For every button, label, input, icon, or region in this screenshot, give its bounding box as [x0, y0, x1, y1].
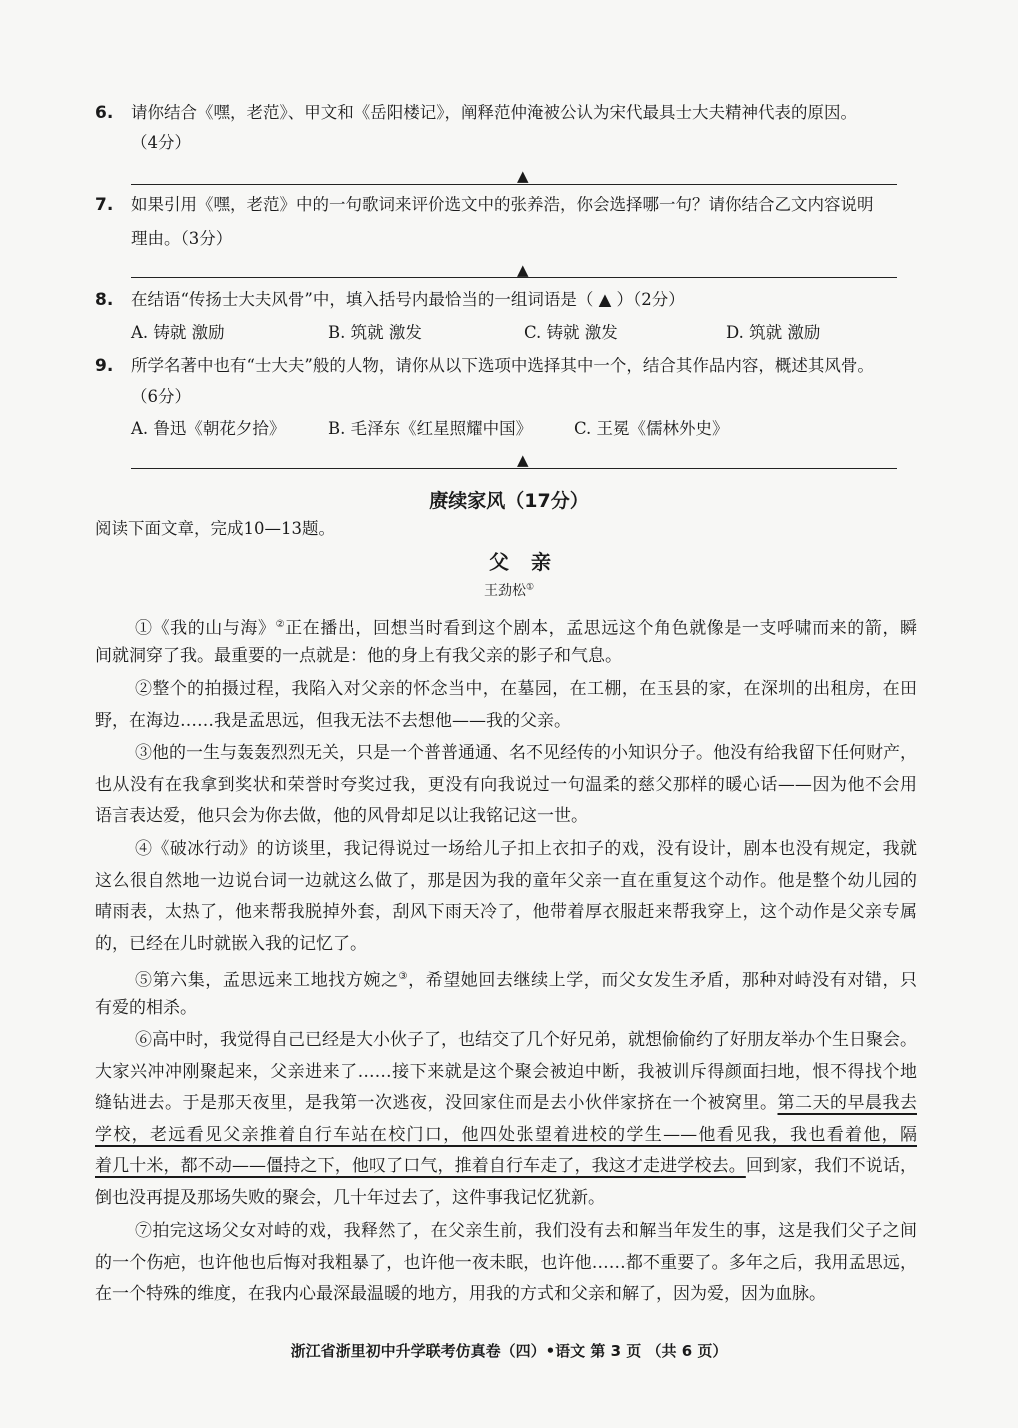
section-instruction: 阅读下面文章，完成10—13题。 — [95, 519, 335, 538]
text-line: 有爱的相杀。 — [95, 997, 197, 1018]
text-line: 野，在海边……我是孟思远，但我无法不去想他——我的父亲。 — [95, 710, 571, 731]
question-8 — [95, 285, 685, 315]
question-6-score: （4分） — [131, 133, 191, 152]
article-author — [0, 580, 1018, 600]
author-note-mark: ① — [525, 582, 535, 593]
text-line: 间就洞穿了我。最重要的一点就是：他的身上有我父亲的影子和气息。 — [95, 645, 622, 666]
underlined-text: 学校，老远看见父亲推着自行车站在校门口，他四处张望着进校的学生——他看见我，我也看着他，隔 — [95, 1124, 917, 1145]
underlined-text: 第二天的早晨我去 — [777, 1093, 917, 1114]
option-b: B. 毛泽东《红星照耀中国》 — [328, 419, 533, 438]
text-line: 的，已经在儿时就嵌入我的记忆了。 — [95, 933, 367, 954]
text-line: ⑦拍完这场父女对峙的戏，我释然了，在父亲生前，我们没有去和解当年发生的事，这是我们父子之间 — [135, 1221, 917, 1241]
article-title: 父亲 — [489, 550, 573, 574]
text-line: 晴雨表，太热了，他来帮我脱掉外套，刮风下雨天冷了，他带着厚衣服赶来帮我穿上，这个动作是父亲专属 — [95, 902, 917, 923]
footnote-mark: ③ — [398, 971, 409, 982]
paragraph-3 — [95, 738, 917, 833]
answer-mark-icon: ▲ — [517, 261, 529, 279]
answer-mark-icon: ▲ — [517, 167, 529, 185]
question-text: 请你结合《嘿，老范》、甲文和《岳阳楼记》，阐释范仲淹被公认为宋代最具士大夫精神代表的原因。 — [131, 103, 857, 122]
answer-mark-icon: ▲ — [517, 451, 529, 469]
question-7-cont: 理由。（3分） — [131, 229, 233, 248]
paragraph-7 — [95, 1216, 917, 1311]
text-line: ③他的一生与轰轰烈烈无关，只是一个普普通通、名不见经传的小知识分子。他没有给我留下任何财产， — [135, 743, 917, 763]
text-line: 这么很自然地一边说台词一边就这么做了，那是因为我的童年父亲一直在重复这个动作。他是整个幼儿园的 — [95, 870, 917, 891]
text-line: 在一个特殊的维度，在我内心最深最温暖的地方，用我的方式和父亲和解了，因为爱，因为血脉。 — [95, 1284, 826, 1305]
text-line: ①《我的山与海》②正在播出，回想当时看到这个剧本，孟思远这个角色就像是一支呼啸而来的箭，瞬 — [135, 618, 918, 639]
question-number: 8. — [95, 290, 114, 310]
question-6 — [95, 98, 857, 128]
paragraph-6 — [95, 1025, 917, 1215]
text-line: ⑤第六集，孟思远来工地找方婉之③，希望她回去继续上学，而父女发生矛盾，那种对峙没有对错，只 — [135, 970, 918, 991]
text-line: 缝钻进去。于是那天夜里，是我第一次逃夜，没回家住而是去小伙伴家挤在一个被窝里。第二天的早晨我去 — [95, 1093, 917, 1114]
section-title: 赓续家风（17分） — [429, 490, 589, 512]
answer-line — [131, 468, 897, 469]
question-number: 9. — [95, 356, 114, 376]
page-footer: 浙江省浙里初中升学联考仿真卷（四）•语文 第 3 页 （共 6 页） — [290, 1342, 728, 1360]
option-a: A. 铸就 激励 — [131, 323, 225, 342]
text-line: ②整个的拍摄过程，我陷入对父亲的怀念当中，在墓园，在工棚，在玉县的家，在深圳的出租房，在田 — [135, 679, 917, 699]
text-line: 也从没有在我拿到奖状和荣誉时夸奖过我，更没有向我说过一句温柔的慈父那样的暖心话——因为他不会用 — [95, 774, 917, 795]
question-text: 在结语“传扬士大夫风骨”中，填入括号内最恰当的一组词语是（ ▲ ）（2分） — [131, 290, 685, 309]
question-number: 7. — [95, 195, 114, 215]
text-line: 的一个伤疤，也许他也后悔对我粗暴了，也许他一夜未眠，也许他……都不重要了。多年之后，我用孟思远， — [95, 1252, 917, 1273]
answer-line — [131, 184, 897, 185]
footnote-mark: ② — [275, 619, 286, 630]
author-name: 王劲松 — [483, 583, 526, 599]
option-d: D. 筑就 激励 — [726, 323, 821, 342]
question-text: 如果引用《嘿，老范》中的一句歌词来评价选文中的张养浩，你会选择哪一句？请你结合乙文内容说明 — [131, 195, 874, 214]
option-a: A. 鲁迅《朝花夕拾》 — [131, 419, 286, 438]
text-line: ④《破冰行动》的访谈里，我记得说过一场给儿子扣上衣扣子的戏，没有设计，剧本也没有规定，我就 — [135, 839, 917, 859]
option-c: C. 王冕《儒林外史》 — [574, 419, 729, 438]
text-line — [95, 1120, 917, 1152]
text-line: 着几十米，都不动——僵持之下，他叹了口气，推着自行车走了，我这才走进学校去。回到家，我们不说话， — [95, 1156, 918, 1177]
paragraph-2 — [95, 674, 917, 737]
question-number: 6. — [95, 103, 114, 123]
paragraph-1 — [95, 609, 917, 672]
option-b: B. 筑就 激发 — [328, 323, 422, 342]
question-9 — [95, 351, 874, 381]
text-line: 大家兴冲冲刚聚起来，父亲进来了……接下来就是这个聚会被迫中断，我被训斥得颜面扫地，恨不得找个地 — [95, 1061, 917, 1082]
paragraph-5 — [95, 961, 917, 1024]
option-c: C. 铸就 激发 — [524, 323, 618, 342]
question-7 — [95, 190, 874, 220]
underlined-text: 着几十米，都不动——僵持之下，他叹了口气，推着自行车走了，我这才走进学校去。 — [95, 1156, 746, 1177]
question-text: 所学名著中也有“士大夫”般的人物，请你从以下选项中选择其中一个，结合其作品内容，概述其风骨。 — [131, 356, 874, 375]
text-line: 语言表达爱，他只会为你去做，他的风骨却足以让我铭记这一世。 — [95, 806, 588, 827]
paragraph-4 — [95, 834, 917, 960]
question-9-score: （6分） — [131, 387, 191, 406]
answer-line — [131, 277, 897, 278]
text-line: 倒也没再提及那场失败的聚会，几十年过去了，这件事我记忆犹新。 — [95, 1187, 605, 1208]
text-line: ⑥高中时，我觉得自己已经是大小伙子了，也结交了几个好兄弟，就想偷偷约了好朋友举办个生日聚会。 — [135, 1030, 917, 1050]
